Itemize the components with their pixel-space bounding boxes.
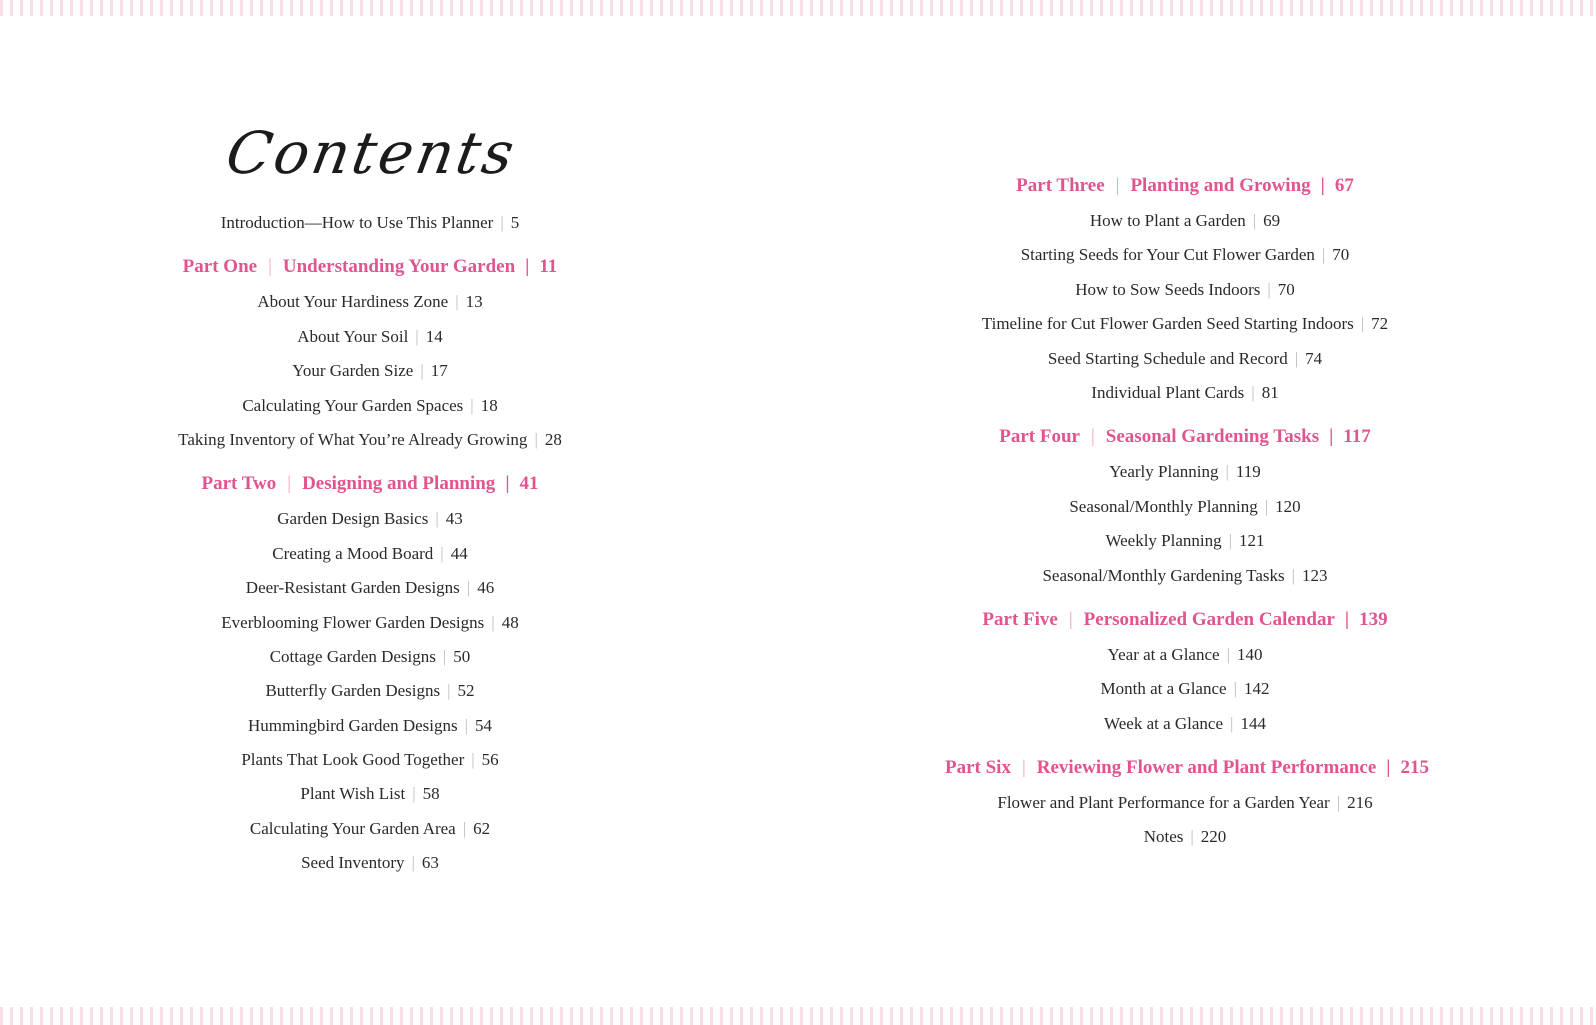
entry-title: Year at a Glance: [1107, 644, 1220, 664]
toc-entry[interactable]: [945, 238, 1425, 272]
part-heading-three[interactable]: [945, 168, 1425, 204]
entry-title: Introduction—How to Use This Planner: [220, 213, 494, 232]
toc-entry[interactable]: [170, 606, 570, 640]
entry-page: 50: [453, 646, 471, 666]
entry-title: How to Sow Seeds Indoors: [1075, 279, 1261, 299]
toc-entry[interactable]: [945, 204, 1425, 238]
entry-title: Starting Seeds for Your Cut Flower Garden: [1020, 245, 1315, 265]
toc-entry-intro[interactable]: [170, 206, 570, 240]
entry-page: 14: [425, 326, 443, 346]
entry-title: Creating a Mood Board: [272, 543, 434, 563]
separator: |: [1267, 279, 1271, 299]
separator: |: [471, 750, 475, 770]
toc-entry[interactable]: [945, 786, 1425, 820]
entry-page: 17: [430, 361, 448, 381]
part-page: 11: [539, 256, 558, 278]
toc-entry[interactable]: [945, 672, 1425, 706]
part-title: Personalized Garden Calendar: [1083, 608, 1335, 630]
toc-entry[interactable]: [170, 709, 570, 743]
separator: |: [1228, 531, 1233, 551]
entry-page: 119: [1235, 462, 1261, 482]
separator: |: [1360, 314, 1365, 334]
part-label: Part Six: [945, 757, 1011, 779]
part-heading-five[interactable]: [945, 602, 1425, 638]
part-label: Part Three: [1016, 175, 1105, 196]
separator: |: [1068, 608, 1073, 630]
toc-entry[interactable]: [945, 707, 1425, 741]
separator: |: [1252, 211, 1257, 230]
part-heading-four[interactable]: [945, 419, 1425, 455]
contents-title: Contents: [221, 119, 522, 187]
part-page: 215: [1400, 757, 1429, 779]
entry-title: Week at a Glance: [1104, 713, 1224, 733]
entry-page: 81: [1261, 382, 1279, 402]
top-decorative-stripe: [0, 0, 1596, 16]
entry-title: Month at a Glance: [1100, 679, 1227, 699]
entry-page: 44: [450, 543, 468, 563]
separator: |: [1321, 245, 1326, 265]
toc-entry[interactable]: [945, 307, 1425, 341]
separator: |: [1320, 175, 1325, 196]
separator: |: [412, 784, 416, 804]
toc-right-column: [945, 168, 1429, 855]
entry-title: Hummingbird Garden Designs: [247, 715, 458, 735]
entry-page: 142: [1243, 679, 1270, 699]
toc-entry[interactable]: [945, 273, 1425, 307]
entry-page: 54: [475, 715, 493, 735]
entry-page: 144: [1240, 713, 1266, 733]
entry-title: Plant Wish List: [300, 784, 406, 804]
separator: |: [1291, 565, 1296, 585]
separator: |: [1190, 827, 1194, 847]
separator: |: [1336, 793, 1341, 813]
toc-entry[interactable]: [945, 820, 1425, 854]
entry-page: 70: [1277, 279, 1295, 299]
part-title: Seasonal Gardening Tasks: [1105, 426, 1320, 448]
entry-title: Calculating Your Garden Spaces: [242, 395, 464, 415]
entry-title: Seasonal/Monthly Gardening Tasks: [1042, 565, 1285, 585]
entry-page: 62: [473, 818, 491, 838]
entry-title: Individual Plant Cards: [1091, 382, 1245, 402]
entry-page: 220: [1200, 827, 1227, 847]
separator: |: [268, 256, 272, 278]
entry-page: 5: [510, 213, 520, 232]
part-page: 117: [1343, 426, 1371, 448]
toc-entry[interactable]: [170, 571, 570, 605]
toc-entry[interactable]: [170, 423, 570, 457]
entry-title: Seasonal/Monthly Planning: [1069, 496, 1258, 516]
separator: |: [505, 473, 510, 495]
toc-entry[interactable]: [170, 812, 570, 846]
separator: |: [462, 818, 467, 838]
entry-title: Taking Inventory of What You’re Already Growing: [178, 429, 528, 449]
separator: |: [1233, 679, 1237, 699]
separator: |: [1386, 757, 1391, 779]
part-title: Planting and Growing: [1130, 175, 1311, 196]
separator: |: [466, 578, 471, 598]
part-heading-two[interactable]: [170, 466, 570, 502]
entry-page: 56: [481, 750, 499, 770]
part-heading-one[interactable]: [170, 249, 570, 285]
toc-entry[interactable]: [945, 376, 1425, 410]
part-page: 67: [1334, 175, 1354, 196]
toc-entry[interactable]: [945, 638, 1425, 672]
entry-page: 52: [457, 681, 475, 701]
separator: |: [1230, 713, 1234, 733]
toc-entry[interactable]: [170, 320, 570, 354]
separator: |: [1226, 644, 1230, 664]
separator: |: [1344, 608, 1350, 630]
toc-entry[interactable]: [945, 559, 1425, 593]
toc-entry[interactable]: [945, 342, 1425, 376]
part-title: Reviewing Flower and Plant Performance: [1036, 757, 1377, 779]
entry-title: Calculating Your Garden Area: [249, 818, 456, 838]
entry-page: 63: [421, 853, 439, 873]
entry-page: 43: [445, 509, 463, 529]
separator: |: [534, 429, 538, 449]
toc-entry[interactable]: [170, 846, 570, 880]
separator: |: [1090, 426, 1095, 448]
bottom-decorative-stripe: [0, 1007, 1596, 1025]
separator: |: [1225, 462, 1229, 482]
entry-title: Plants That Look Good Together: [241, 750, 465, 770]
separator: |: [1021, 757, 1026, 779]
entry-title: Butterfly Garden Designs: [265, 681, 441, 701]
toc-left-column: [170, 118, 570, 881]
entry-page: 140: [1236, 644, 1263, 664]
toc-entry[interactable]: [170, 640, 570, 674]
entry-page: 18: [480, 395, 498, 415]
entry-page: 123: [1302, 565, 1328, 585]
separator: |: [464, 715, 469, 735]
entry-title: Deer-Resistant Garden Designs: [245, 578, 460, 598]
part-heading-six[interactable]: [945, 750, 1429, 786]
separator: |: [525, 256, 530, 278]
entry-page: 28: [544, 429, 562, 449]
separator: |: [442, 646, 447, 666]
separator: |: [447, 681, 451, 701]
entry-page: 74: [1305, 348, 1323, 368]
entry-page: 58: [422, 784, 440, 804]
part-title: Understanding Your Garden: [282, 256, 516, 278]
separator: |: [1329, 426, 1334, 448]
entry-title: About Your Hardiness Zone: [257, 292, 449, 312]
separator: |: [1264, 496, 1269, 516]
separator: |: [470, 395, 474, 415]
toc-entry[interactable]: [170, 537, 570, 571]
entry-title: Everblooming Flower Garden Designs: [221, 612, 485, 632]
part-label: Part Five: [982, 608, 1058, 630]
entry-title: Yearly Planning: [1109, 462, 1219, 482]
entry-title: Garden Design Basics: [277, 509, 429, 529]
entry-page: 13: [465, 292, 483, 312]
separator: |: [500, 213, 504, 232]
entry-page: 121: [1239, 531, 1265, 551]
separator: |: [415, 326, 419, 346]
part-page: 139: [1359, 608, 1388, 630]
entry-title: Timeline for Cut Flower Garden Seed Starting Indoors: [981, 314, 1354, 334]
toc-entry[interactable]: [170, 502, 570, 536]
separator: |: [491, 612, 495, 632]
toc-entry[interactable]: [170, 777, 570, 811]
toc-entry[interactable]: [170, 354, 570, 388]
entry-title: Weekly Planning: [1105, 531, 1222, 551]
entry-page: 48: [501, 612, 519, 632]
entry-page: 216: [1347, 793, 1373, 813]
toc-entry[interactable]: [170, 674, 570, 708]
separator: |: [435, 509, 439, 529]
toc-entry[interactable]: [945, 490, 1425, 524]
separator: |: [455, 292, 459, 312]
entry-page: 120: [1275, 496, 1301, 516]
toc-entry[interactable]: [170, 285, 570, 319]
entry-title: Notes: [1143, 827, 1184, 847]
entry-title: How to Plant a Garden: [1089, 211, 1246, 230]
part-page: 41: [519, 473, 539, 495]
part-label: Part One: [182, 256, 258, 278]
separator: |: [1294, 348, 1299, 368]
toc-entry[interactable]: [170, 389, 570, 423]
entry-title: Flower and Plant Performance for a Garden Year: [997, 793, 1330, 813]
toc-entry[interactable]: [945, 455, 1425, 489]
separator: |: [411, 853, 415, 873]
separator: |: [440, 543, 444, 563]
toc-entry[interactable]: [945, 524, 1425, 558]
part-title: Designing and Planning: [302, 473, 496, 495]
entry-page: 69: [1263, 211, 1281, 230]
entry-page: 46: [477, 578, 495, 598]
toc-entry[interactable]: [170, 743, 570, 777]
part-label: Part Two: [201, 473, 277, 495]
entry-title: Seed Starting Schedule and Record: [1047, 348, 1288, 368]
entry-title: Your Garden Size: [292, 361, 414, 381]
part-label: Part Four: [999, 426, 1080, 448]
entry-title: Seed Inventory: [301, 853, 405, 873]
separator: |: [420, 361, 424, 381]
entry-title: About Your Soil: [297, 326, 409, 346]
separator: |: [1115, 175, 1120, 196]
entry-page: 72: [1371, 314, 1389, 334]
separator: |: [1251, 382, 1255, 402]
entry-title: Cottage Garden Designs: [269, 646, 436, 666]
separator: |: [287, 473, 292, 495]
entry-page: 70: [1332, 245, 1350, 265]
